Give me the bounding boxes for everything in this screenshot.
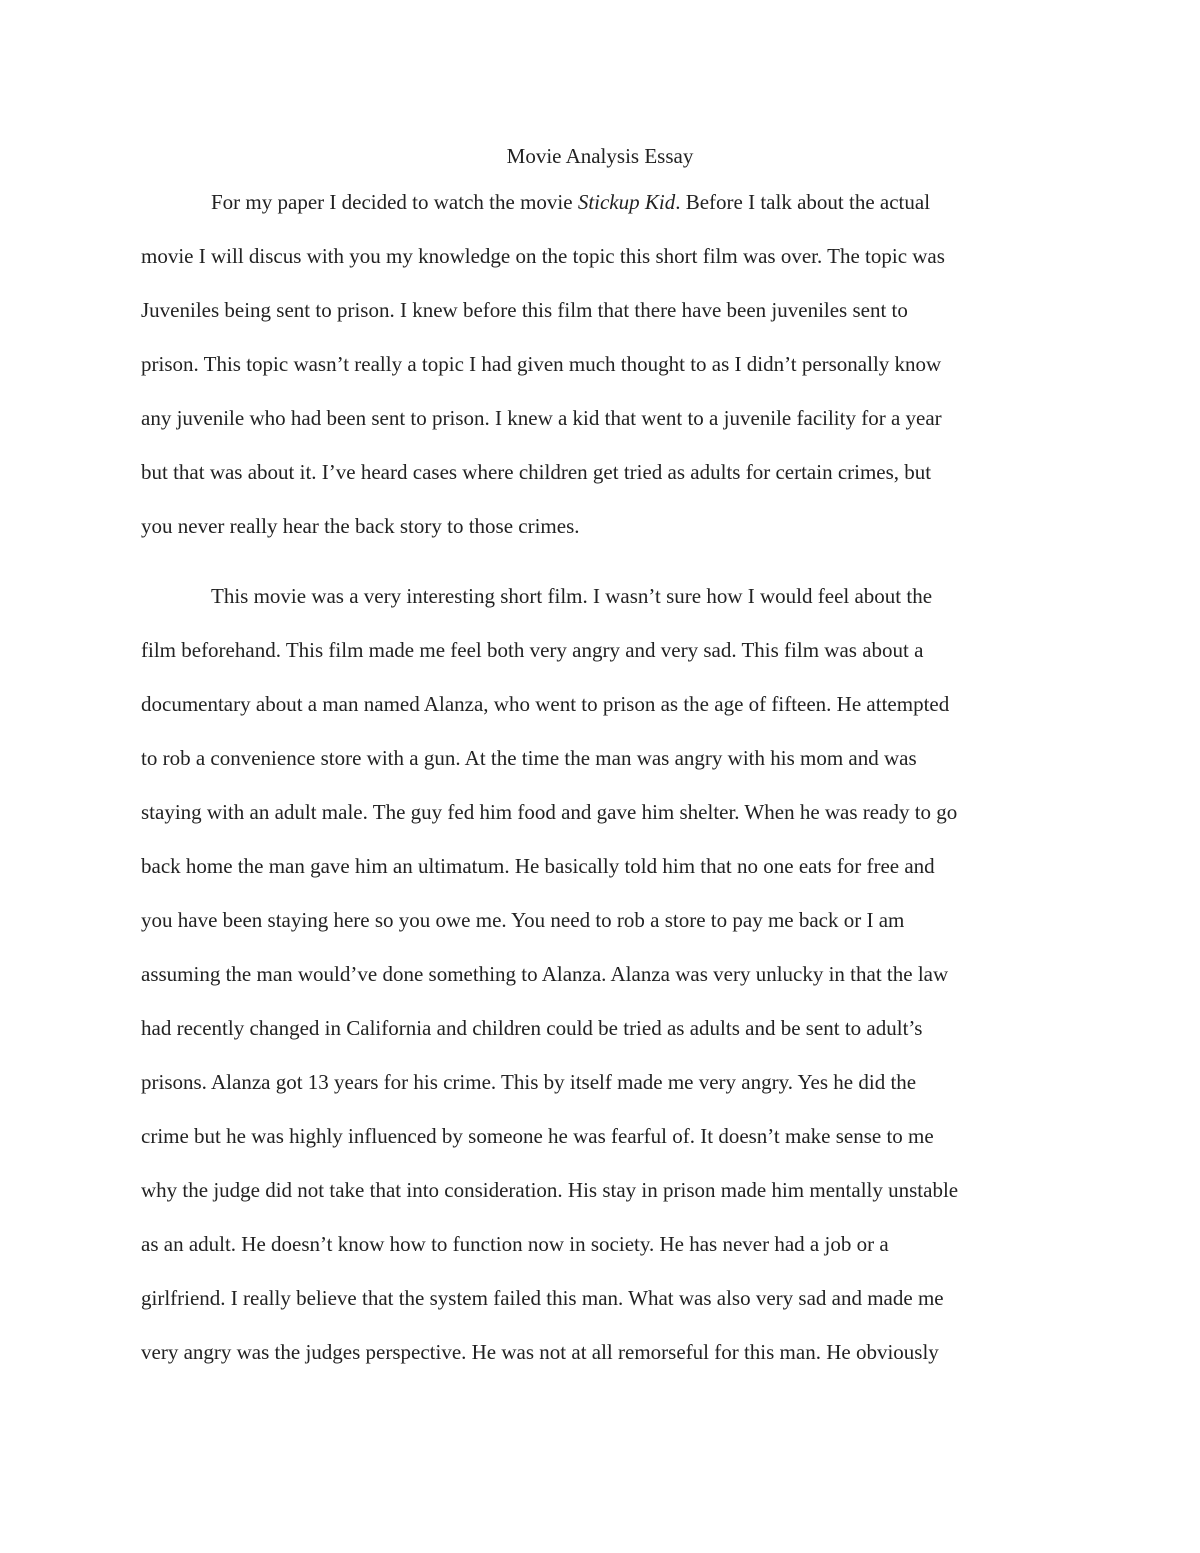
paragraph-1-text-after-title: . Before I talk about the actual: [675, 190, 931, 214]
paragraph-1-text-before-title: For my paper I decided to watch the movie: [211, 190, 578, 214]
paragraph-1-line: any juvenile who had been sent to prison. I knew a kid that went to a juvenile facility for a year: [141, 406, 942, 430]
paragraph-1-line: movie I will discus with you my knowledge on the topic this short film was over. The topic was: [141, 244, 945, 268]
paragraph-2-line: girlfriend. I really believe that the system failed this man. What was also very sad and made me: [141, 1286, 944, 1310]
paragraph-2-line: back home the man gave him an ultimatum. He basically told him that no one eats for free and: [141, 854, 935, 878]
paragraph-2-first-line: This movie was a very interesting short film. I wasn’t sure how I would feel about the: [211, 584, 933, 608]
paragraph-2-line: to rob a convenience store with a gun. At the time the man was angry with his mom and was: [141, 746, 917, 770]
paragraph-2-line: assuming the man would’ve done something to Alanza. Alanza was very unlucky in that the law: [141, 962, 949, 986]
paragraph-2-line: staying with an adult male. The guy fed him food and gave him shelter. When he was ready to go: [141, 800, 958, 824]
paragraph-1-line: prison. This topic wasn’t really a topic I had given much thought to as I didn’t personally know: [141, 352, 942, 376]
paragraph-2-line: you have been staying here so you owe me. You need to rob a store to pay me back or I am: [141, 908, 905, 932]
paragraph-2-line: film beforehand. This film made me feel both very angry and very sad. This film was about a: [141, 638, 924, 662]
paragraph-2-line: as an adult. He doesn’t know how to function now in society. He has never had a job or a: [141, 1232, 889, 1256]
paragraph-2-line: crime but he was highly influenced by someone he was fearful of. It doesn’t make sense to me: [141, 1124, 934, 1148]
paragraph-2-line: prisons. Alanza got 13 years for his crime. This by itself made me very angry. Yes he did the: [141, 1070, 917, 1094]
paragraph-2-line: very angry was the judges perspective. He was not at all remorseful for this man. He obviously: [141, 1340, 939, 1364]
paragraph-2-line: why the judge did not take that into consideration. His stay in prison made him mentally unstable: [141, 1178, 959, 1202]
paragraph-2-line: documentary about a man named Alanza, who went to prison as the age of fifteen. He attempted: [141, 692, 950, 716]
paragraph-1-line: but that was about it. I’ve heard cases where children get tried as adults for certain crimes, but: [141, 460, 932, 484]
paragraph-1-first-line: [211, 187, 930, 217]
essay-title: Movie Analysis Essay: [506, 144, 694, 168]
paragraph-1-line: you never really hear the back story to those crimes.: [141, 514, 580, 538]
paragraph-1-line: Juveniles being sent to prison. I knew before this film that there have been juveniles sent to: [141, 298, 908, 322]
paragraph-2-line: had recently changed in California and children could be tried as adults and be sent to adult’s: [141, 1016, 923, 1040]
movie-title-italic: Stickup Kid: [577, 190, 676, 214]
